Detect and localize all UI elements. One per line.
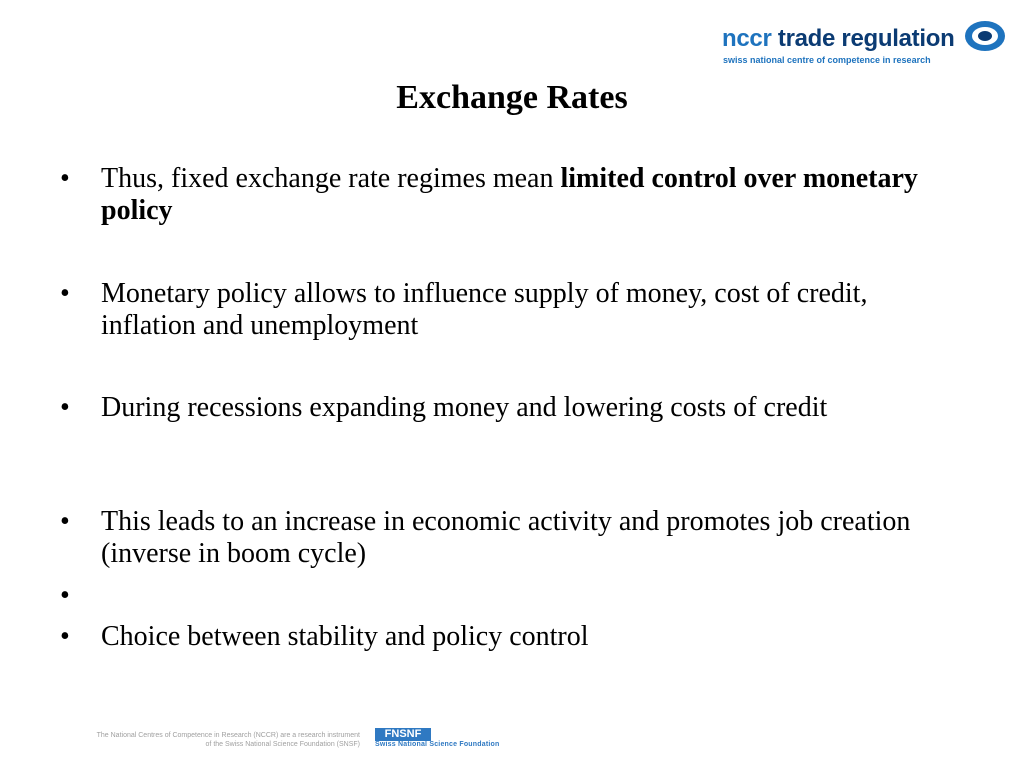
logo-subtitle: swiss national centre of competence in research <box>723 55 931 65</box>
bullet-text <box>101 163 961 227</box>
bullet-text: This leads to an increase in economic activity and promotes job creation (inverse in boom cycle) <box>101 506 911 569</box>
bullet-text: Monetary policy allows to influence supply of money, cost of credit, inflation and unemployment <box>101 278 868 341</box>
bullet-marker: • <box>60 163 70 194</box>
bullet-marker: • <box>60 278 70 309</box>
logo-name-part1: nccr <box>722 25 772 52</box>
bullet-marker: • <box>60 621 70 652</box>
footer-note <box>60 731 360 749</box>
snsf-logo-mark: FNSNF <box>375 728 431 741</box>
bullet-marker: • <box>60 506 70 537</box>
eye-icon <box>963 18 1007 54</box>
snsf-logo-name: Swiss National Science Foundation <box>375 741 500 748</box>
bullet-text: Choice between stability and policy control <box>101 621 589 652</box>
bullet-text: During recessions expanding money and lowering costs of credit <box>101 392 828 423</box>
footer-note-line1: The National Centres of Competence in Research (NCCR) are a research instrument <box>96 732 360 739</box>
slide-title: Exchange Rates <box>396 79 628 116</box>
bullet-marker: • <box>60 392 70 423</box>
bullet-marker: • <box>60 580 70 611</box>
bullet-text-bold: limited control over monetary policy <box>101 163 918 226</box>
logo-wordmark <box>722 26 954 52</box>
logo-name-part2: trade regulation <box>777 25 955 52</box>
nccr-logo <box>720 18 1010 68</box>
footer-note-line2: of the Swiss National Science Foundation (SNSF) <box>205 741 360 748</box>
bullet-text-plain: Thus, fixed exchange rate regimes mean <box>101 163 561 194</box>
